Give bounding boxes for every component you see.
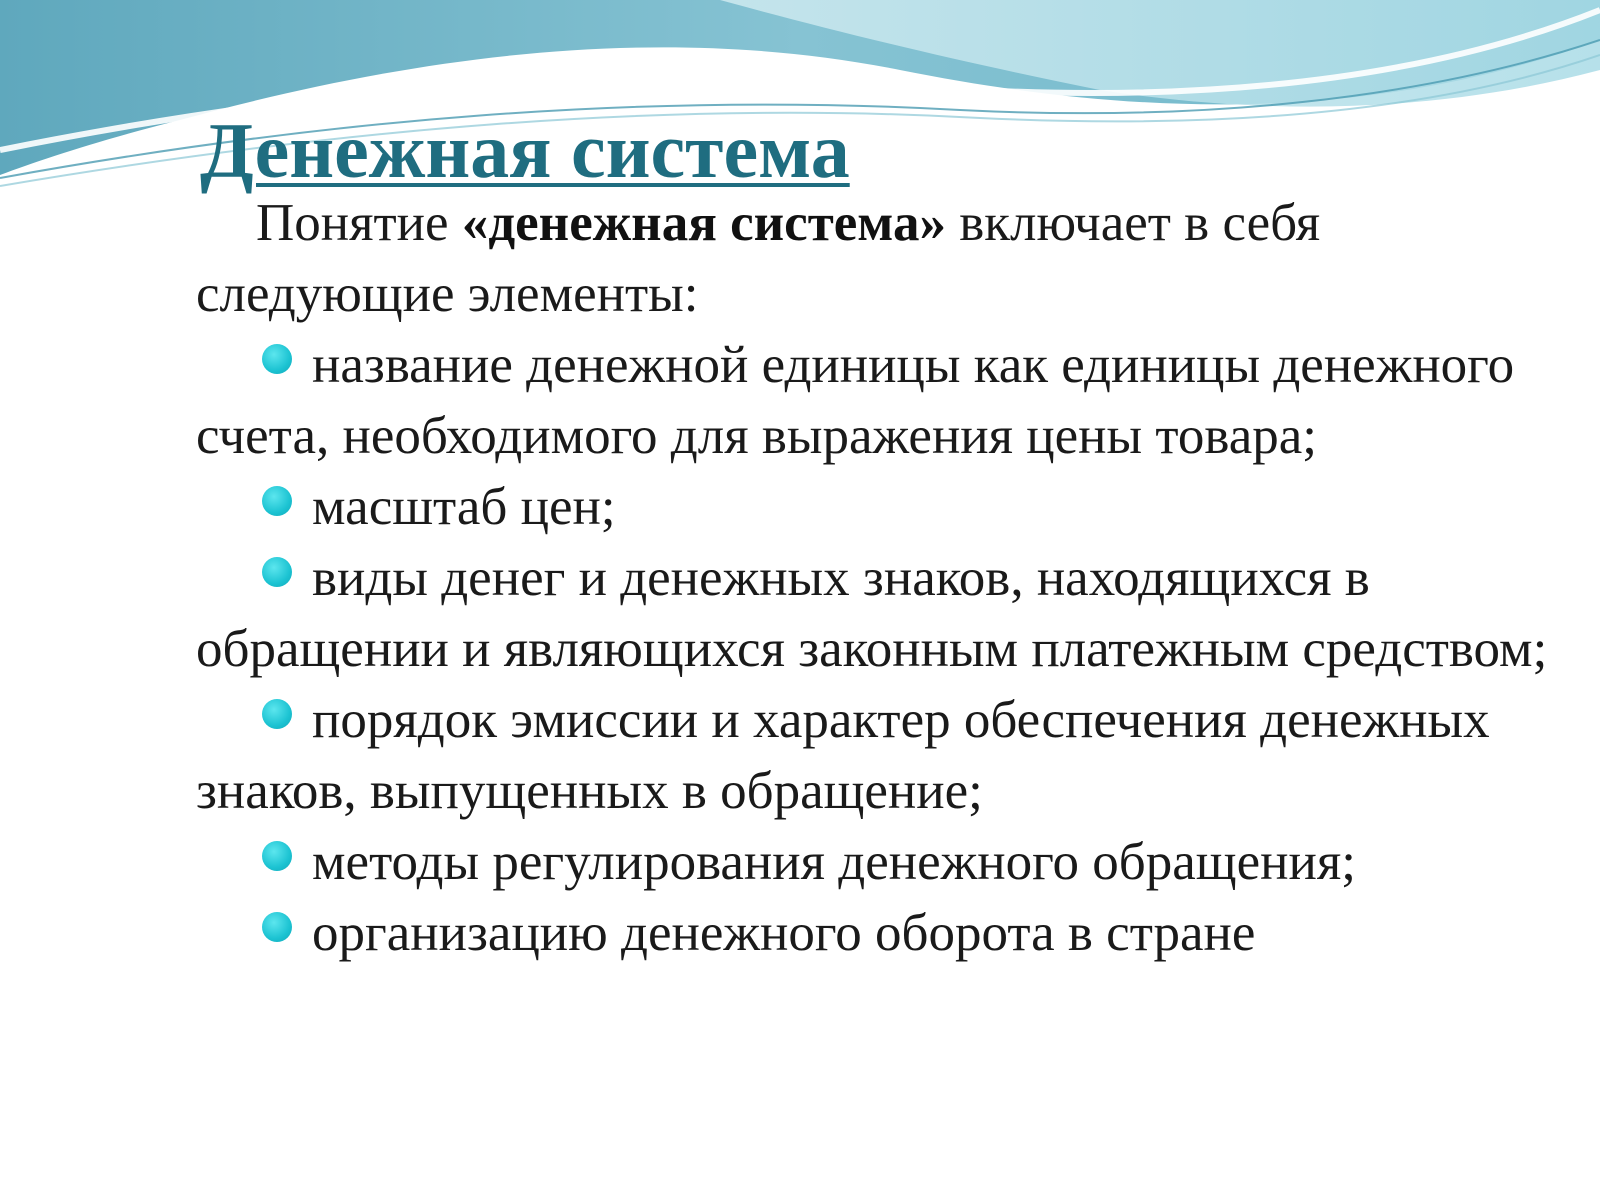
list-item (196, 827, 1576, 898)
list-item-text: название денежной единицы как единицы денежного счета, необходимого для выражения цены товара; (196, 336, 1515, 465)
list-item (196, 472, 1576, 543)
list-item (196, 543, 1576, 685)
list-item-text: виды денег и денежных знаков, находящихся в обращении и являющихся законным платежным средством; (196, 549, 1548, 678)
slide-title: Денежная система (200, 107, 850, 194)
intro-suffix: включает в себя следующие элементы: (196, 194, 1321, 323)
slide-body (196, 188, 1576, 969)
bullet-dot-icon (262, 344, 292, 374)
bullet-dot-icon (262, 699, 292, 729)
list-item (196, 330, 1576, 472)
bullet-dot-icon (262, 841, 292, 871)
intro-prefix: Понятие (256, 194, 462, 252)
bullet-dot-icon (262, 912, 292, 942)
list-item-text: масштаб цен; (312, 478, 616, 536)
intro-emphasis: «денежная система» (461, 194, 946, 252)
list-item-text: порядок эмиссии и характер обеспечения денежных знаков, выпущенных в обращение; (196, 691, 1490, 820)
bullet-dot-icon (262, 557, 292, 587)
list-item-text: методы регулирования денежного обращения; (312, 833, 1356, 891)
intro-paragraph (196, 188, 1576, 330)
list-item (196, 898, 1576, 969)
bullet-dot-icon (262, 486, 292, 516)
list-item-text: организацию денежного оборота в стране (312, 904, 1256, 962)
list-item (196, 685, 1576, 827)
